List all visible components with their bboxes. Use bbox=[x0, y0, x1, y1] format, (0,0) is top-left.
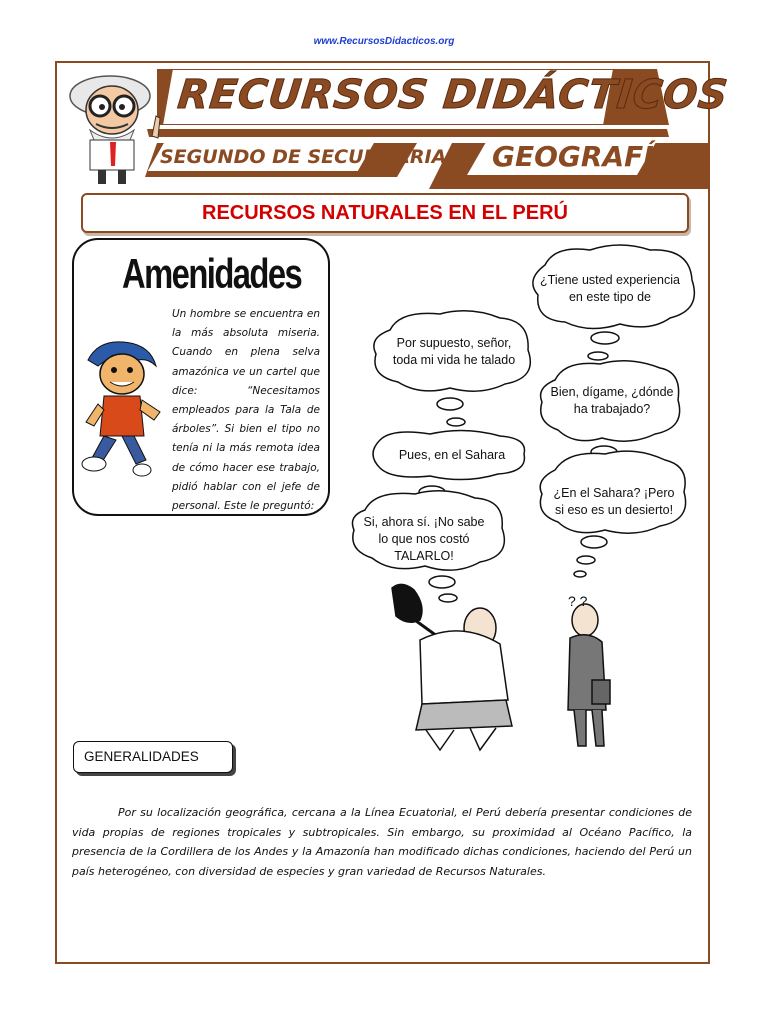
brand-title: RECURSOS DIDÁCTICOS bbox=[175, 72, 731, 118]
bubble-text-4: Pues, en el Sahara bbox=[398, 447, 506, 462]
bubble-text-6: Si, ahora sí. ¡No sabe lo que nos costó TALARLO! bbox=[363, 514, 485, 563]
story-title: Amenidades bbox=[122, 250, 302, 297]
bubble-text-5: ¿En el Sahara? ¡Pero si eso es un desierto! bbox=[553, 486, 675, 517]
running-boy-icon bbox=[78, 340, 168, 490]
svg-text:? ?: ? ? bbox=[568, 593, 588, 609]
section-heading: GENERALIDADES bbox=[73, 741, 233, 773]
subject-label: GEOGRAFÍA bbox=[492, 140, 676, 173]
topic-title: RECURSOS NATURALES EN EL PERÚ bbox=[81, 193, 689, 233]
professor-mascot-icon bbox=[60, 66, 172, 188]
story-text: Un hombre se encuentra en la más absoluta miseria. Cuando en plena selva amazónica ve un cartel que dice: “Necesitamos empleados para la Tala de árboles”. Si bien el tipo no tenía ni la más remota idea de cómo hacer ese trabajo, pidió hablar con el jefe de personal. Este le preguntó: bbox=[172, 308, 320, 513]
bubble-text-2: Por supuesto, señor, toda mi vida he talado bbox=[392, 336, 516, 367]
section-body: Por su localización geográfica, cercana a la Línea Ecuatorial, el Perú debería presentar condiciones de vida propias de regiones tropicales y subtropicales. Sin embargo, su proximidad al Océano Pacífico, la presencia de la Cordillera de los Andes y la Amazonía han modificado dichas condiciones, haciendo del Perú un país heterogéneo, con diversidad de especies y gran variedad de Recursos Naturales. bbox=[72, 806, 692, 878]
bubble-text-3: Bien, dígame, ¿dónde ha trabajado? bbox=[550, 385, 674, 416]
site-url[interactable]: www.RecursosDidacticos.org bbox=[313, 36, 455, 47]
bubble-text-1: ¿Tiene usted experiencia en este tipo de bbox=[540, 273, 680, 304]
grade-label: SEGUNDO DE SECUNDARIA bbox=[160, 146, 447, 168]
